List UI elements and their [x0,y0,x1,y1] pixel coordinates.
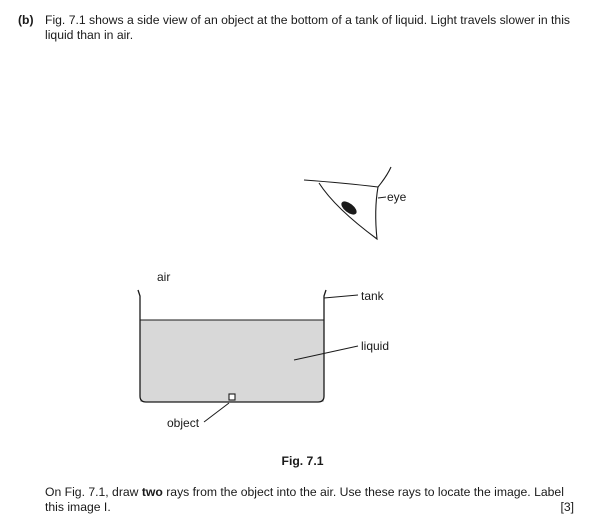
question-text: Fig. 7.1 shows a side view of an object at the bottom of a tank of liquid. Light travels slower in this liquid than in air. [45,13,571,42]
eye-label: eye [387,190,407,204]
instruction-bold: two [141,485,163,499]
eye-pupil-icon [339,199,359,217]
object-leader-line [204,403,229,422]
part-label: (b) [18,13,34,27]
tank-leader-line [324,295,358,298]
eye-leader-line [378,197,386,198]
eye-diagram [304,167,391,239]
object-marker [229,394,235,400]
eye-upper-lid [304,167,391,187]
liquid-body [140,320,324,402]
object-label: object [167,416,200,430]
marks-label: [3] [560,500,574,514]
figure-caption: Fig. 7.1 [281,454,324,468]
instruction-before: On Fig. 7.1, draw [45,485,142,499]
instruction-after: rays from the object into the air. Use these rays to locate the image. Label this image I. [45,485,564,514]
tank-label: tank [361,289,384,303]
air-label: air [157,270,171,284]
instruction-text [45,485,573,515]
liquid-label: liquid [361,339,390,353]
